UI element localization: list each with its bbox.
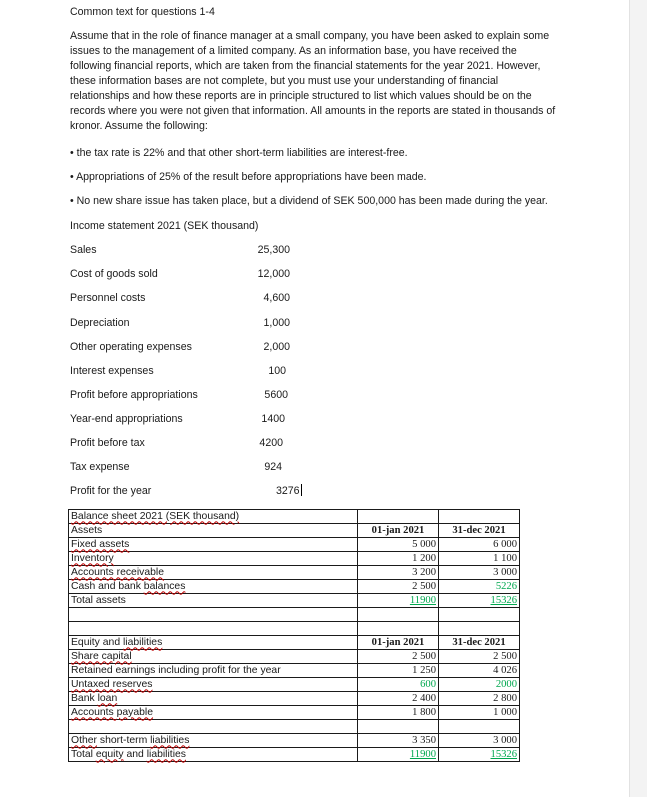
intro-paragraph: Assume that in the role of finance manager at a small company, you have been asked to explain some issues to the management of a limited company. As an information base, you have received the following financial reports, which are taken from the financial statements for the year 2021. However, these information bases are not complete, but you must use your understanding of financial relationships and how these reports are in principle structured to list which values should be on the records where you were not given that information. All amounts in the reports are stated in thousands of kronor. Assume the following: (70, 30, 556, 132)
row-label-word: liabilities (146, 748, 186, 760)
total-liabilities-jan: 11900 (409, 748, 436, 760)
income-value: 3276 (276, 485, 300, 497)
income-label: Year-end appropriations (70, 413, 183, 425)
cell-dec: 2000 (439, 678, 520, 692)
total-liabilities-dec: 15326 (490, 748, 517, 760)
row-label-cell (69, 706, 358, 720)
row-label-cell: Equity and liabilities (69, 636, 358, 650)
row-label-cell (69, 552, 358, 566)
empty-cell (439, 622, 520, 636)
empty-cell (69, 720, 358, 734)
cell-jan: 1 200 (358, 552, 439, 566)
income-value: 4200 (259, 437, 283, 449)
vertical-scrollbar[interactable] (629, 0, 647, 797)
total-cell-jan (358, 594, 439, 608)
table-row (69, 664, 520, 678)
section-title: Common text for questions 1-4 (70, 6, 215, 18)
cell-dec: 2 800 (439, 692, 520, 706)
row-label-cell: Total equity and liabilities (69, 748, 358, 762)
cell-jan: 3 350 (358, 734, 439, 748)
table-row (69, 748, 520, 762)
cell-jan: 1 250 (358, 664, 439, 678)
table-row (69, 566, 520, 580)
row-label-word: liabilities (150, 734, 190, 746)
income-value: 100 (268, 365, 286, 377)
col-header-dec: 31-dec 2021 (439, 636, 520, 650)
income-row (70, 484, 300, 499)
income-value: 5600 (264, 389, 288, 401)
income-value: 2,000 (263, 341, 290, 353)
col-header-dec: 31-dec 2021 (439, 524, 520, 538)
row-label: Share capital (71, 650, 132, 662)
table-row (69, 510, 520, 524)
total-cell-dec (439, 748, 520, 762)
table-row (69, 538, 520, 552)
row-label-cell (69, 650, 358, 664)
table-row (69, 580, 520, 594)
income-value: 1,000 (263, 317, 290, 329)
table-row (69, 636, 520, 650)
income-label: Profit before tax (70, 437, 145, 449)
row-label-word: equity (95, 748, 124, 760)
empty-cell (69, 608, 358, 622)
table-row (69, 524, 520, 538)
col-header-jan: 01-jan 2021 (358, 636, 439, 650)
cell-jan: 2 400 (358, 692, 439, 706)
total-cell-dec (439, 594, 520, 608)
empty-cell (439, 608, 520, 622)
empty-cell (439, 510, 520, 524)
income-label: Personnel costs (70, 292, 146, 304)
table-row (69, 650, 520, 664)
text-cursor-position[interactable] (276, 484, 316, 499)
row-label-word: balances (143, 580, 186, 592)
cell-dec: 1 100 (439, 552, 520, 566)
income-label: Tax expense (70, 461, 130, 473)
cell-dec: 1 000 (439, 706, 520, 720)
income-label: Cost of goods sold (70, 268, 158, 280)
table-row (69, 706, 520, 720)
cell-jan: 3 200 (358, 566, 439, 580)
empty-cell (439, 720, 520, 734)
balance-title-cell (69, 510, 358, 524)
bullet-appropriations: • Appropriations of 25% of the result before appropriations have been made. (70, 171, 427, 183)
row-label-cell (69, 566, 358, 580)
income-row (70, 243, 290, 258)
row-label: Total assets (69, 594, 358, 608)
table-row (69, 594, 520, 608)
income-row (70, 460, 290, 475)
row-label: Accounts payable (71, 706, 154, 718)
col-header-jan: 01-jan 2021 (358, 524, 439, 538)
table-row (69, 678, 520, 692)
income-row (70, 388, 290, 403)
income-value: 25,300 (257, 244, 290, 256)
row-label-cell: Cash and bank balances (69, 580, 358, 594)
row-label-word: loan (97, 692, 118, 704)
cell-dec: 3 000 (439, 566, 520, 580)
row-label: Inventory (71, 552, 114, 564)
income-label: Profit before appropriations (70, 389, 198, 401)
cell-dec: 3 000 (439, 734, 520, 748)
cell-dec: 6 000 (439, 538, 520, 552)
row-label-cell (69, 538, 358, 552)
row-label-word: liabilities (123, 636, 163, 648)
bullet-tax-rate: • the tax rate is 22% and that other short-term liabilities are interest-free. (70, 147, 408, 159)
income-row (70, 340, 290, 355)
row-label-word: Other (71, 734, 97, 746)
total-cell-jan (358, 748, 439, 762)
cell-jan: 600 (358, 678, 439, 692)
balance-sheet-table (68, 509, 520, 762)
income-row (70, 412, 290, 427)
income-label: Interest expenses (70, 365, 154, 377)
cell-jan: 1 800 (358, 706, 439, 720)
table-row (69, 692, 520, 706)
income-value: 1400 (261, 413, 285, 425)
empty-cell (358, 608, 439, 622)
row-label: Untaxed reserves (71, 678, 153, 690)
income-value: 4,600 (263, 292, 290, 304)
row-label: Accounts receivable (71, 566, 164, 578)
income-row (70, 316, 290, 331)
cell-dec: 5226 (439, 580, 520, 594)
table-row (69, 734, 520, 748)
cell-dec: 4 026 (439, 664, 520, 678)
table-row (69, 720, 520, 734)
income-label: Other operating expenses (70, 341, 192, 353)
total-assets-jan: 11900 (409, 594, 436, 606)
row-label-cell (69, 678, 358, 692)
income-label: Depreciation (70, 317, 130, 329)
assets-header: Assets (69, 524, 358, 538)
cell-jan: 2 500 (358, 580, 439, 594)
empty-cell (358, 720, 439, 734)
row-label: Fixed assets (71, 538, 130, 550)
income-value: 12,000 (257, 268, 290, 280)
table-row (69, 608, 520, 622)
text-cursor (301, 484, 302, 496)
table-row (69, 552, 520, 566)
income-label: Sales (70, 244, 97, 256)
empty-cell (69, 622, 358, 636)
income-row (70, 436, 290, 451)
row-label-cell: Other short-term liabilities (69, 734, 358, 748)
cell-jan: 2 500 (358, 650, 439, 664)
bullet-dividend: • No new share issue has taken place, but a dividend of SEK 500,000 has been made during the year. (70, 195, 548, 207)
income-row (70, 267, 290, 282)
income-row (70, 364, 290, 379)
table-row (69, 622, 520, 636)
income-value: 924 (264, 461, 282, 473)
cell-jan: 5 000 (358, 538, 439, 552)
row-label: Retained earnings including profit for the year (69, 664, 358, 678)
income-label: Profit for the year (70, 485, 152, 497)
empty-cell (358, 622, 439, 636)
empty-cell (358, 510, 439, 524)
income-statement-title: Income statement 2021 (SEK thousand) (70, 220, 259, 232)
cell-dec: 2 500 (439, 650, 520, 664)
balance-sheet-title: Balance sheet 2021 (SEK thousand) (71, 510, 240, 522)
total-assets-dec: 15326 (490, 594, 517, 606)
row-label-cell: Bank loan (69, 692, 358, 706)
income-row (70, 291, 290, 306)
